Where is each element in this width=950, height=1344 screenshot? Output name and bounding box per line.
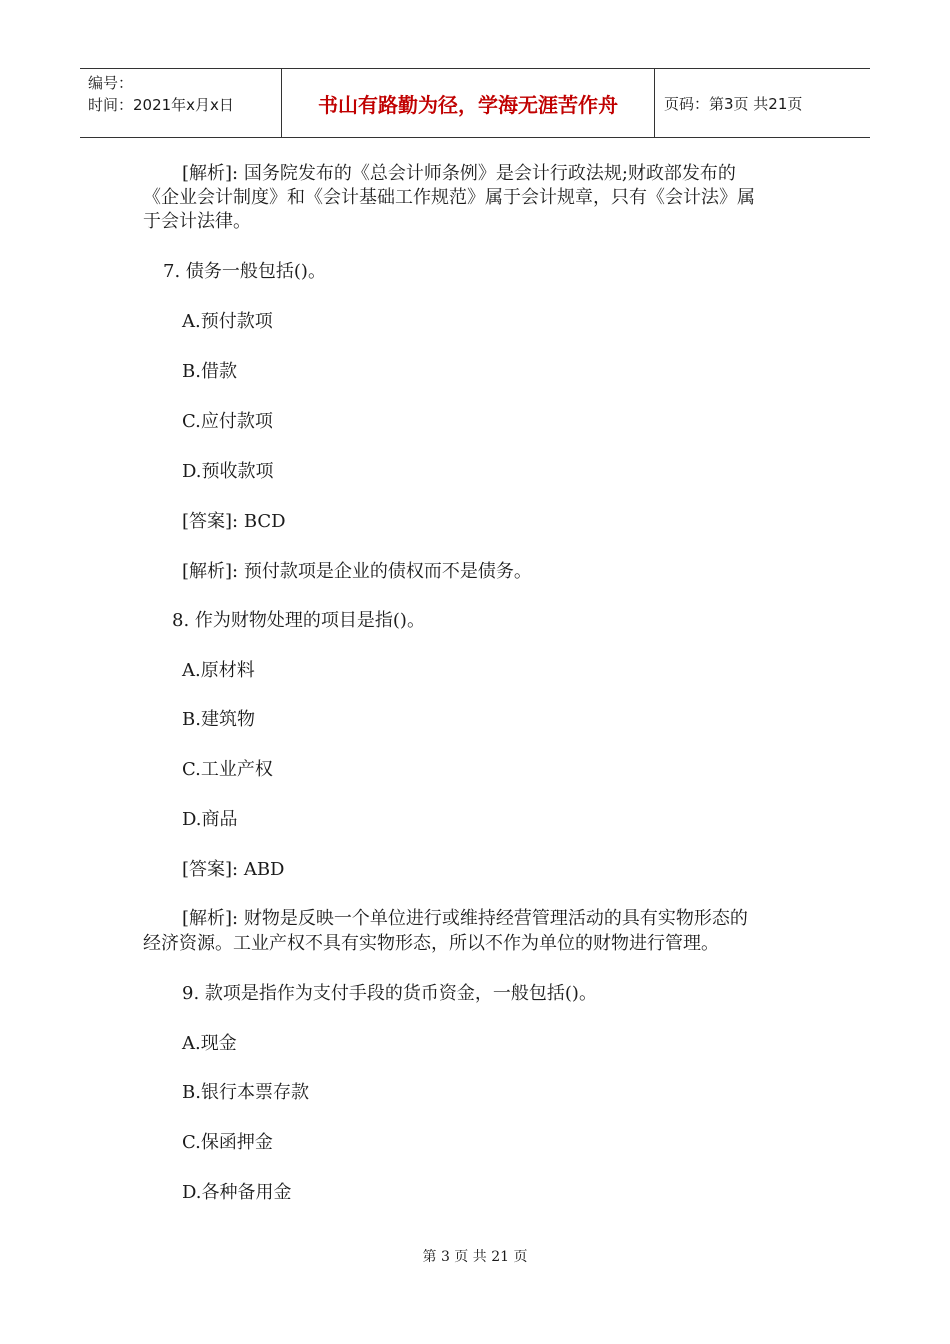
option-a: A.预付款项 bbox=[182, 311, 273, 332]
analysis-text: [解析]: 财物是反映一个单位进行或维持经营管理活动的具有实物形态的 bbox=[182, 908, 748, 929]
header-meta bbox=[80, 69, 282, 137]
option-b: B.借款 bbox=[182, 361, 237, 382]
header-page-info: 页码：第3页 共21页 bbox=[664, 94, 803, 113]
option-c: C.工业产权 bbox=[182, 759, 273, 780]
option-d: D.各种备用金 bbox=[182, 1182, 292, 1203]
page-footer: 第 3 页 共 21 页 bbox=[422, 1249, 528, 1265]
option-c: C.应付款项 bbox=[182, 411, 273, 432]
option-a: A.原材料 bbox=[182, 660, 255, 681]
option-b: B.银行本票存款 bbox=[182, 1082, 309, 1103]
option-b: B.建筑物 bbox=[182, 709, 255, 730]
analysis-text: 经济资源。工业产权不具有实物形态，所以不作为单位的财物进行管理。 bbox=[143, 933, 719, 954]
analysis-text: [解析]: 预付款项是企业的债权而不是债务。 bbox=[182, 561, 532, 582]
serial-label: 编号： bbox=[88, 74, 134, 92]
option-d: D.商品 bbox=[182, 809, 238, 830]
analysis-text: 《企业会计制度》和《会计基础工作规范》属于会计规章，只有《会计法》属 bbox=[143, 187, 755, 208]
question-7: 7. 债务一般包括()。 bbox=[163, 261, 326, 282]
answer-text: [答案]: ABD bbox=[182, 859, 285, 880]
option-c: C.保函押金 bbox=[182, 1132, 273, 1153]
option-d: D.预收款项 bbox=[182, 461, 274, 482]
page-header bbox=[80, 68, 870, 138]
question-8: 8. 作为财物处理的项目是指()。 bbox=[172, 610, 425, 631]
time-label: 时间：2021年x月x日 bbox=[88, 96, 234, 114]
header-motto: 书山有路勤为径，学海无涯苦作舟 bbox=[282, 69, 655, 137]
question-9: 9. 款项是指作为支付手段的货币资金，一般包括()。 bbox=[182, 983, 597, 1004]
answer-text: [答案]: BCD bbox=[182, 511, 286, 532]
option-a: A.现金 bbox=[182, 1033, 237, 1054]
analysis-text: 于会计法律。 bbox=[143, 211, 251, 232]
analysis-text: [解析]: 国务院发布的《总会计师条例》是会计行政法规;财政部发布的 bbox=[182, 163, 736, 184]
